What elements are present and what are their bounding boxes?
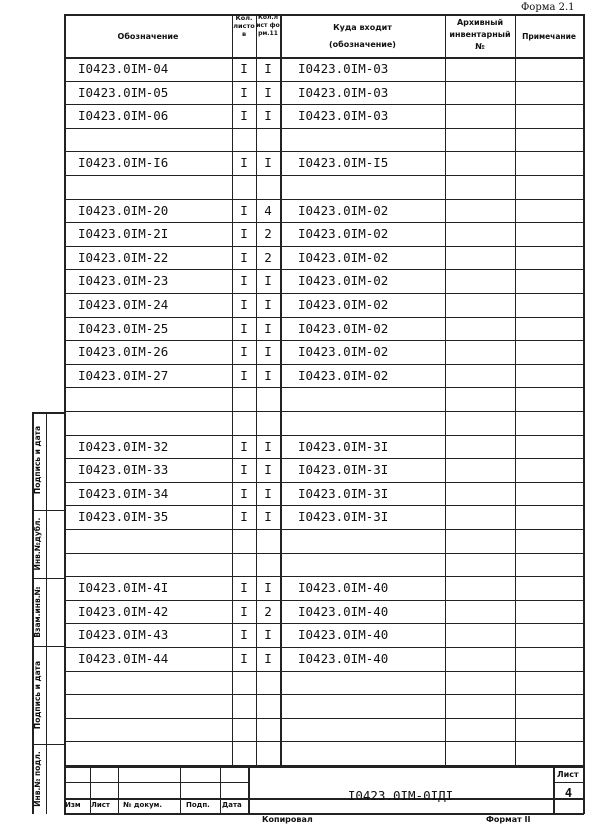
row-divider <box>64 175 584 176</box>
cell-where-used: I0423.0IM-40 <box>298 651 389 666</box>
stamp-doc-code: I0423.0IM-0IДI <box>347 788 454 803</box>
cell-sheet-format: I <box>264 297 272 312</box>
cell-designation: I0423.0IM-25 <box>78 320 169 336</box>
cell-where-used: I0423.0IM-40 <box>298 580 389 596</box>
row-divider <box>64 576 584 577</box>
side-label-replace-inv: Взам.инв.№ <box>33 586 42 638</box>
cell-where-used: I0423.0IM-03 <box>298 108 389 124</box>
row-divider <box>64 293 584 294</box>
cell-designation: I0423.0IM-42 <box>78 603 169 619</box>
header-designation: Обозначение <box>117 32 179 41</box>
cell-sheet-count: I <box>240 84 248 100</box>
cell-where-used: I0423.0IM-02 <box>298 226 389 242</box>
cell-sheet-count: I <box>240 438 248 454</box>
cell-designation: I0423.0IM-05 <box>78 84 169 100</box>
header-archive-1: Архивный <box>456 18 504 27</box>
row-divider <box>64 104 584 105</box>
form-label: Форма 2.1 <box>521 2 575 13</box>
cell-sheet-format: I <box>264 438 272 454</box>
header-where-used-1: Куда входит <box>333 23 392 32</box>
row-divider <box>64 364 584 365</box>
cell-where-used: I0423.0IM-3I <box>298 509 389 525</box>
cell-sheet-format: I <box>264 155 272 171</box>
stamp-col-3 <box>180 766 181 813</box>
cell-where-used: I0423.0IM-40 <box>298 627 389 643</box>
row-divider <box>64 529 584 530</box>
cell-where-used: I0423.0IM-02 <box>298 367 389 383</box>
cell-sheet-format: I <box>264 627 272 643</box>
cell-sheet-count: I <box>240 509 248 525</box>
cell-designation: I0423.0IM-27 <box>78 367 169 383</box>
cell-sheet-format: I <box>264 509 272 525</box>
cell-sheet-count: I <box>240 485 248 501</box>
row-divider <box>64 741 584 742</box>
cell-sheet-format: 4 <box>264 202 272 218</box>
cell-sheet-count: I <box>240 344 248 360</box>
row-divider <box>64 553 584 554</box>
cell-sheet-format: I <box>264 108 272 124</box>
side-label-sign-date-1: Подпись и дата <box>33 425 42 495</box>
footer-copied: Копировал <box>262 815 313 824</box>
cell-where-used: I0423.0IM-03 <box>298 61 389 76</box>
col-sep-3 <box>280 14 282 766</box>
cell-sheet-format: I <box>264 320 272 336</box>
cell-sheet-format: I <box>264 367 272 383</box>
cell-sheet-format: I <box>264 651 272 666</box>
cell-where-used: I0423.0IM-02 <box>298 344 389 360</box>
cell-designation: I0423.0IM-06 <box>78 108 169 124</box>
cell-sheet-count: I <box>240 108 248 124</box>
cell-where-used: I0423.0IM-3I <box>298 485 389 501</box>
cell-designation: I0423.0IM-23 <box>78 273 169 289</box>
stamp-col-2 <box>118 766 119 813</box>
cell-designation: I0423.0IM-35 <box>78 509 169 525</box>
cell-sheet-count: I <box>240 297 248 312</box>
cell-sheet-count: I <box>240 651 248 666</box>
row-divider <box>64 458 584 459</box>
cell-sheet-format: I <box>264 485 272 501</box>
row-divider <box>64 317 584 318</box>
stamp-top <box>64 766 584 768</box>
cell-sheet-count: I <box>240 61 248 76</box>
row-divider <box>64 411 584 412</box>
row-divider <box>64 199 584 200</box>
cell-sheet-format: 2 <box>264 226 272 242</box>
cell-sheet-count: I <box>240 226 248 242</box>
row-divider <box>64 246 584 247</box>
side-label-sign-date-2: Подпись и дата <box>33 660 42 730</box>
cell-where-used: I0423.0IM-02 <box>298 249 389 265</box>
header-sheets-format: Кол.лист форм.11 <box>256 14 280 37</box>
cell-sheet-count: I <box>240 273 248 289</box>
row-divider <box>64 128 584 129</box>
row-divider <box>64 694 584 695</box>
header-where-used-2: (обозначение) <box>329 40 396 49</box>
col-sep-5 <box>515 14 516 766</box>
row-divider <box>64 222 584 223</box>
row-divider <box>64 340 584 341</box>
stamp-col-label-sheet: Лист <box>91 801 110 809</box>
row-divider <box>64 505 584 506</box>
cell-where-used: I0423.0IM-03 <box>298 84 389 100</box>
row-divider <box>64 81 584 82</box>
cell-sheet-count: I <box>240 603 248 619</box>
stamp-col-label-change: Изм <box>65 801 81 809</box>
cell-where-used: I0423.0IM-02 <box>298 320 389 336</box>
cell-sheet-format: I <box>264 462 272 478</box>
cell-sheet-count: I <box>240 580 248 596</box>
cell-designation: I0423.0IM-26 <box>78 344 169 360</box>
cell-sheet-format: 2 <box>264 603 272 619</box>
row-divider <box>64 671 584 672</box>
cell-designation: I0423.0IM-33 <box>78 462 169 478</box>
cell-where-used: I0423.0IM-02 <box>298 273 389 289</box>
cell-where-used: I0423.0IM-02 <box>298 202 389 218</box>
cell-designation: I0423.0IM-34 <box>78 485 169 501</box>
cell-where-used: I0423.0IM-3I <box>298 438 389 454</box>
cell-sheet-format: I <box>264 61 272 76</box>
row-divider <box>64 718 584 719</box>
row-divider <box>64 482 584 483</box>
cell-sheet-count: I <box>240 627 248 643</box>
stamp-sheet-number: 4 <box>564 786 573 800</box>
cell-sheet-format: 2 <box>264 249 272 265</box>
cell-sheet-count: I <box>240 462 248 478</box>
cell-sheet-count: I <box>240 320 248 336</box>
row-divider <box>64 647 584 648</box>
cell-sheet-count: I <box>240 249 248 265</box>
cell-designation: I0423.0IM-4I <box>78 580 169 596</box>
cell-designation: I0423.0IM-32 <box>78 438 169 454</box>
cell-sheet-format: I <box>264 84 272 100</box>
stamp-sheet-label: Лист <box>557 770 579 779</box>
stamp-col-label-sign: Подп. <box>186 801 210 809</box>
cell-designation: I0423.0IM-44 <box>78 651 169 666</box>
cell-designation: I0423.0IM-22 <box>78 249 169 265</box>
header-note: Примечание <box>522 32 576 41</box>
cell-where-used: I0423.0IM-40 <box>298 603 389 619</box>
cell-sheet-format: I <box>264 344 272 360</box>
cell-where-used: I0423.0IM-3I <box>298 462 389 478</box>
cell-sheet-count: I <box>240 202 248 218</box>
cell-where-used: I0423.0IM-02 <box>298 297 389 312</box>
col-sep-4 <box>445 14 446 766</box>
cell-designation: I0423.0IM-04 <box>78 61 169 76</box>
cell-sheet-format: I <box>264 273 272 289</box>
side-label-orig-inv: Инв.№ подл. <box>33 751 42 807</box>
side-panel-mid <box>46 412 47 814</box>
row-divider <box>64 151 584 152</box>
cell-designation: I0423.0IM-24 <box>78 297 169 312</box>
row-divider <box>64 269 584 270</box>
row-divider <box>64 435 584 436</box>
cell-designation: I0423.0IM-20 <box>78 202 169 218</box>
cell-designation: I0423.0IM-2I <box>78 226 169 242</box>
row-divider <box>64 623 584 624</box>
header-archive-3: № <box>475 42 485 51</box>
cell-designation: I0423.0IM-43 <box>78 627 169 643</box>
header-sheets-count: Кол. листов <box>233 14 255 38</box>
footer-format: Формат II <box>486 815 531 824</box>
cell-sheet-format: I <box>264 580 272 596</box>
stamp-sheet-div <box>553 782 584 783</box>
stamp-col-label-date: Дата <box>222 801 242 809</box>
side-label-dup-inv: Инв.№дубл. <box>33 517 42 571</box>
stamp-col-label-docnum: № докум. <box>123 801 163 809</box>
cell-sheet-count: I <box>240 367 248 383</box>
cell-where-used: I0423.0IM-I5 <box>298 155 389 171</box>
frame-top <box>64 14 584 16</box>
header-bottom <box>64 57 584 59</box>
cell-sheet-count: I <box>240 155 248 171</box>
stamp-col-4 <box>220 766 221 813</box>
cell-designation: I0423.0IM-I6 <box>78 155 169 171</box>
row-divider <box>64 600 584 601</box>
row-divider <box>64 387 584 388</box>
header-archive-2: инвентарный <box>449 30 511 39</box>
